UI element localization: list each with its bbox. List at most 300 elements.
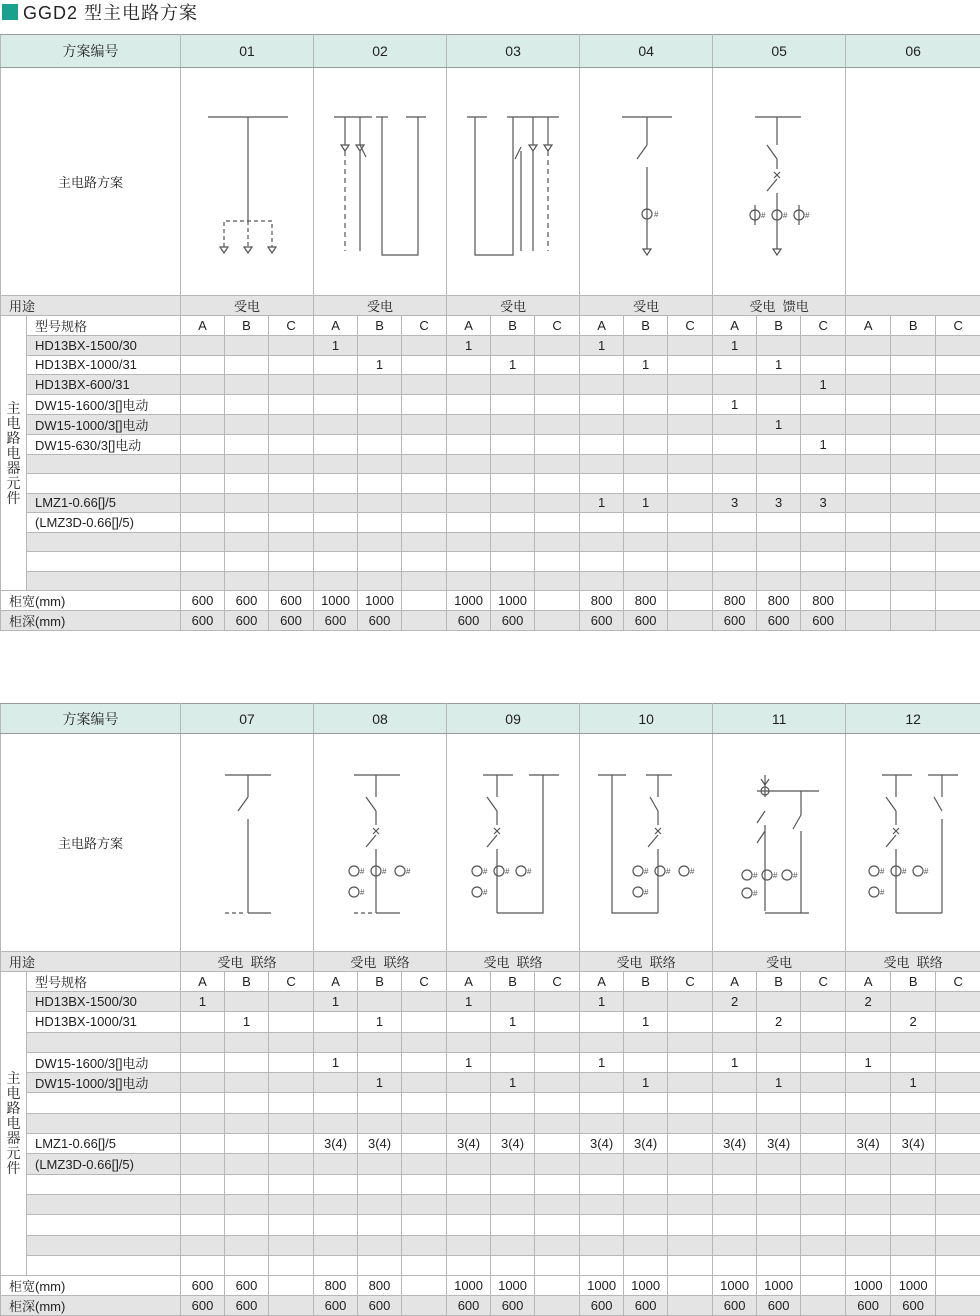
component-qty xyxy=(846,1073,891,1093)
component-qty xyxy=(801,1073,846,1093)
page-title xyxy=(2,0,198,24)
component-qty xyxy=(757,1235,801,1255)
component-qty xyxy=(491,336,535,356)
component-qty xyxy=(580,474,624,494)
cabinet-width xyxy=(535,1276,580,1296)
component-name xyxy=(27,1255,181,1275)
component-qty xyxy=(936,493,980,513)
component-qty xyxy=(225,571,269,591)
component-qty xyxy=(491,1174,535,1194)
svg-text:#: # xyxy=(783,211,788,220)
cabinet-width: 1000 xyxy=(757,1276,801,1296)
component-qty xyxy=(891,532,936,552)
component-qty xyxy=(535,1073,580,1093)
component-qty xyxy=(757,1194,801,1214)
component-qty xyxy=(846,1255,891,1275)
component-qty: 1 xyxy=(181,992,225,1012)
component-qty: 1 xyxy=(624,1012,668,1032)
component-qty xyxy=(936,355,980,375)
scheme-number-row xyxy=(1,704,980,734)
component-qty xyxy=(358,1194,402,1214)
component-qty xyxy=(801,992,846,1012)
component-qty: 1 xyxy=(447,992,491,1012)
circuit-diagram-graphic xyxy=(181,735,314,951)
component-qty xyxy=(447,513,491,533)
component-qty xyxy=(936,1012,980,1032)
component-qty xyxy=(801,1134,846,1154)
component-qty xyxy=(936,1194,980,1214)
component-qty xyxy=(936,394,980,414)
component-qty xyxy=(757,375,801,395)
scheme-number: 09 xyxy=(447,704,580,734)
component-qty: 1 xyxy=(801,375,846,395)
component-qty xyxy=(535,1255,580,1275)
component-qty xyxy=(846,375,891,395)
component-qty: 1 xyxy=(358,1012,402,1032)
component-row xyxy=(1,571,980,591)
component-qty xyxy=(402,355,447,375)
component-qty: 1 xyxy=(713,394,757,414)
spec-header-row xyxy=(1,972,980,992)
diagram-row xyxy=(1,734,980,952)
phase-label: C xyxy=(936,316,980,336)
component-qty xyxy=(535,434,580,454)
component-qty: 3(4) xyxy=(713,1134,757,1154)
component-qty xyxy=(891,1194,936,1214)
cabinet-width: 1000 xyxy=(447,1276,491,1296)
component-qty xyxy=(668,1215,713,1235)
component-qty: 1 xyxy=(447,336,491,356)
component-qty: 1 xyxy=(225,1012,269,1032)
circuit-diagram xyxy=(846,68,980,296)
component-qty xyxy=(535,1215,580,1235)
component-qty xyxy=(181,1012,225,1032)
component-qty xyxy=(668,992,713,1012)
cabinet-depth: 600 xyxy=(801,611,846,631)
component-qty xyxy=(358,474,402,494)
component-qty xyxy=(891,513,936,533)
component-qty: 1 xyxy=(314,992,358,1012)
component-qty xyxy=(891,414,936,434)
component-qty xyxy=(891,571,936,591)
component-qty xyxy=(757,1052,801,1072)
component-name xyxy=(27,474,181,494)
component-qty xyxy=(269,1154,314,1174)
component-qty xyxy=(624,1194,668,1214)
component-qty: 2 xyxy=(846,992,891,1012)
component-qty xyxy=(936,336,980,356)
component-qty xyxy=(225,414,269,434)
component-qty xyxy=(181,1052,225,1072)
component-qty: 1 xyxy=(491,355,535,375)
component-qty xyxy=(713,1032,757,1052)
component-qty xyxy=(936,375,980,395)
svg-text:#: # xyxy=(880,888,885,897)
phase-label: B xyxy=(757,316,801,336)
component-qty: 1 xyxy=(580,1052,624,1072)
cabinet-width xyxy=(936,1276,980,1296)
component-qty xyxy=(447,414,491,434)
component-qty xyxy=(535,1052,580,1072)
component-qty xyxy=(181,1235,225,1255)
component-qty xyxy=(936,992,980,1012)
circuit-diagram xyxy=(181,734,314,952)
component-row xyxy=(1,1032,980,1052)
component-qty xyxy=(757,552,801,572)
phase-label: B xyxy=(891,972,936,992)
component-qty xyxy=(447,552,491,572)
component-qty xyxy=(668,1012,713,1032)
component-qty xyxy=(891,454,936,474)
cabinet-depth: 600 xyxy=(846,1296,891,1316)
component-qty xyxy=(402,532,447,552)
component-qty xyxy=(225,992,269,1012)
usage-row xyxy=(1,296,980,316)
component-row xyxy=(1,552,980,572)
component-qty xyxy=(580,1073,624,1093)
component-qty xyxy=(535,992,580,1012)
circuit-diagram xyxy=(314,734,447,952)
component-qty xyxy=(447,375,491,395)
component-qty xyxy=(181,1255,225,1275)
component-qty xyxy=(757,1154,801,1174)
usage-value xyxy=(846,296,980,316)
component-qty xyxy=(757,1093,801,1113)
cabinet-depth: 600 xyxy=(181,611,225,631)
phase-label: C xyxy=(936,972,980,992)
component-row xyxy=(1,1012,980,1032)
component-qty: 2 xyxy=(891,1012,936,1032)
component-qty xyxy=(936,1134,980,1154)
component-qty: 3(4) xyxy=(358,1134,402,1154)
component-qty xyxy=(447,1215,491,1235)
component-qty xyxy=(225,1154,269,1174)
component-qty xyxy=(846,1235,891,1255)
component-qty xyxy=(402,571,447,591)
component-qty xyxy=(624,474,668,494)
component-qty xyxy=(491,414,535,434)
cabinet-width: 800 xyxy=(580,591,624,611)
component-qty xyxy=(668,1032,713,1052)
cabinet-width: 600 xyxy=(181,591,225,611)
component-qty xyxy=(225,1113,269,1133)
cabinet-depth: 600 xyxy=(757,611,801,631)
component-qty xyxy=(535,394,580,414)
circuit-diagram xyxy=(181,68,314,296)
component-qty xyxy=(491,1113,535,1133)
component-qty xyxy=(757,1215,801,1235)
cabinet-width: 600 xyxy=(181,1276,225,1296)
usage-value: 受电 xyxy=(447,296,580,316)
component-name xyxy=(27,454,181,474)
cabinet-depth: 600 xyxy=(624,611,668,631)
component-qty xyxy=(447,1073,491,1093)
component-qty: 3(4) xyxy=(447,1134,491,1154)
component-row xyxy=(1,1073,980,1093)
component-qty xyxy=(181,414,225,434)
phase-label: A xyxy=(846,316,891,336)
component-qty xyxy=(447,454,491,474)
component-qty xyxy=(713,1012,757,1032)
component-qty xyxy=(447,1113,491,1133)
circuit-diagram-graphic xyxy=(713,735,846,951)
component-qty xyxy=(757,1174,801,1194)
component-qty xyxy=(447,1012,491,1032)
component-qty xyxy=(225,454,269,474)
component-qty xyxy=(491,434,535,454)
component-qty xyxy=(713,571,757,591)
component-qty xyxy=(314,1032,358,1052)
cabinet-depth: 600 xyxy=(181,1296,225,1316)
spec-header-label: 型号规格 xyxy=(27,316,181,336)
circuit-diagram xyxy=(713,734,846,952)
component-qty xyxy=(269,513,314,533)
component-row xyxy=(1,1093,980,1113)
component-qty xyxy=(181,1174,225,1194)
component-qty xyxy=(936,434,980,454)
component-qty xyxy=(402,375,447,395)
component-qty xyxy=(314,1235,358,1255)
phase-label: B xyxy=(491,972,535,992)
component-qty xyxy=(402,454,447,474)
component-qty xyxy=(801,513,846,533)
scheme-number: 11 xyxy=(713,704,846,734)
component-qty xyxy=(757,454,801,474)
component-qty: 1 xyxy=(713,336,757,356)
component-qty xyxy=(668,434,713,454)
component-qty xyxy=(801,1052,846,1072)
cabinet-depth: 600 xyxy=(491,611,535,631)
component-qty xyxy=(314,1113,358,1133)
component-qty xyxy=(936,513,980,533)
component-qty xyxy=(358,434,402,454)
component-qty xyxy=(402,1012,447,1032)
component-qty xyxy=(936,474,980,494)
component-qty xyxy=(668,1073,713,1093)
component-row xyxy=(1,1052,980,1072)
component-qty xyxy=(402,1215,447,1235)
scheme-number: 05 xyxy=(713,35,846,68)
component-qty xyxy=(447,1255,491,1275)
component-qty xyxy=(225,1052,269,1072)
component-qty xyxy=(891,1174,936,1194)
component-qty xyxy=(891,552,936,572)
cabinet-width xyxy=(801,1276,846,1296)
component-qty xyxy=(846,1194,891,1214)
phase-label: B xyxy=(225,316,269,336)
cabinet-width: 800 xyxy=(757,591,801,611)
component-qty xyxy=(269,454,314,474)
component-qty xyxy=(491,454,535,474)
cabinet-depth xyxy=(402,1296,447,1316)
component-qty xyxy=(358,513,402,533)
component-qty xyxy=(580,571,624,591)
svg-text:#: # xyxy=(505,867,510,876)
component-qty xyxy=(491,1215,535,1235)
component-qty xyxy=(269,1052,314,1072)
depth-row xyxy=(1,611,980,631)
usage-row xyxy=(1,952,980,972)
circuit-diagram-graphic xyxy=(580,735,713,951)
component-qty xyxy=(225,434,269,454)
component-qty xyxy=(358,552,402,572)
circuit-diagram xyxy=(314,68,447,296)
component-row xyxy=(1,1235,980,1255)
spec-header-row xyxy=(1,316,980,336)
component-qty xyxy=(535,1235,580,1255)
component-qty xyxy=(314,375,358,395)
component-name xyxy=(27,1194,181,1214)
component-qty xyxy=(447,571,491,591)
component-qty xyxy=(846,513,891,533)
component-qty xyxy=(846,1093,891,1113)
component-qty: 2 xyxy=(713,992,757,1012)
component-qty xyxy=(624,375,668,395)
component-qty xyxy=(936,1215,980,1235)
component-qty xyxy=(801,532,846,552)
component-name: HD13BX-600/31 xyxy=(27,375,181,395)
component-qty xyxy=(846,454,891,474)
phase-label: A xyxy=(447,972,491,992)
component-qty xyxy=(891,394,936,414)
component-qty xyxy=(535,1134,580,1154)
component-qty xyxy=(713,1215,757,1235)
cabinet-depth xyxy=(535,611,580,631)
component-qty xyxy=(668,1052,713,1072)
phase-label: B xyxy=(891,316,936,336)
component-qty xyxy=(580,1235,624,1255)
cabinet-depth: 600 xyxy=(891,1296,936,1316)
component-qty xyxy=(491,571,535,591)
component-qty xyxy=(580,1113,624,1133)
usage-value: 受电 馈电 xyxy=(713,296,846,316)
component-qty: 1 xyxy=(491,1012,535,1032)
component-qty xyxy=(535,513,580,533)
component-qty xyxy=(491,532,535,552)
component-qty: 2 xyxy=(757,1012,801,1032)
component-qty xyxy=(447,493,491,513)
scheme-number-header: 方案编号 xyxy=(1,35,181,68)
component-name: (LMZ3D-0.66[]/5) xyxy=(27,513,181,533)
cabinet-depth: 600 xyxy=(491,1296,535,1316)
component-qty xyxy=(181,434,225,454)
component-qty xyxy=(402,1154,447,1174)
cabinet-depth: 600 xyxy=(358,611,402,631)
component-qty xyxy=(491,474,535,494)
page-title-text: GGD2 型主电路方案 xyxy=(23,0,198,25)
component-qty xyxy=(713,434,757,454)
component-qty xyxy=(181,1073,225,1093)
cabinet-depth: 600 xyxy=(225,1296,269,1316)
component-qty xyxy=(402,1255,447,1275)
component-qty xyxy=(580,1032,624,1052)
cabinet-width xyxy=(402,1276,447,1296)
component-qty xyxy=(668,571,713,591)
cabinet-width xyxy=(402,591,447,611)
component-qty xyxy=(801,1215,846,1235)
component-qty: 1 xyxy=(580,336,624,356)
svg-text:#: # xyxy=(761,211,766,220)
cabinet-depth: 600 xyxy=(269,611,314,631)
component-qty xyxy=(801,355,846,375)
component-qty xyxy=(668,454,713,474)
circuit-diagram xyxy=(580,734,713,952)
component-row xyxy=(1,474,980,494)
phase-label: B xyxy=(358,316,402,336)
component-qty xyxy=(402,414,447,434)
cabinet-width: 1000 xyxy=(314,591,358,611)
component-qty xyxy=(269,1194,314,1214)
component-qty: 3(4) xyxy=(846,1134,891,1154)
component-qty: 1 xyxy=(624,1073,668,1093)
component-qty xyxy=(269,1073,314,1093)
component-qty xyxy=(269,552,314,572)
component-qty xyxy=(757,394,801,414)
component-qty xyxy=(402,493,447,513)
component-qty: 3 xyxy=(801,493,846,513)
cabinet-width: 1000 xyxy=(624,1276,668,1296)
component-qty xyxy=(891,1113,936,1133)
svg-text:#: # xyxy=(644,867,649,876)
scheme-number: 02 xyxy=(314,35,447,68)
component-qty xyxy=(535,1012,580,1032)
component-qty xyxy=(757,513,801,533)
component-qty xyxy=(580,1194,624,1214)
cabinet-width xyxy=(846,591,891,611)
cabinet-width: 1000 xyxy=(580,1276,624,1296)
component-qty xyxy=(624,532,668,552)
cabinet-depth xyxy=(801,1296,846,1316)
component-qty xyxy=(624,336,668,356)
component-name: DW15-1600/3[]电动 xyxy=(27,394,181,414)
component-name xyxy=(27,552,181,572)
component-qty xyxy=(535,336,580,356)
component-qty xyxy=(491,992,535,1012)
cabinet-width xyxy=(668,591,713,611)
component-qty xyxy=(225,1134,269,1154)
component-row xyxy=(1,414,980,434)
scheme-table-1 xyxy=(0,34,980,631)
component-qty xyxy=(535,571,580,591)
component-qty xyxy=(181,1215,225,1235)
component-qty: 1 xyxy=(358,355,402,375)
component-qty xyxy=(713,1255,757,1275)
component-qty xyxy=(624,434,668,454)
usage-value: 受电 联络 xyxy=(447,952,580,972)
component-qty xyxy=(713,474,757,494)
component-qty xyxy=(624,1215,668,1235)
component-qty xyxy=(757,532,801,552)
component-qty xyxy=(580,1012,624,1032)
component-qty: 1 xyxy=(757,355,801,375)
component-qty xyxy=(491,1255,535,1275)
component-qty xyxy=(181,1154,225,1174)
component-qty xyxy=(402,992,447,1012)
component-qty xyxy=(580,1174,624,1194)
svg-text:#: # xyxy=(690,867,695,876)
component-qty xyxy=(402,1134,447,1154)
component-qty xyxy=(580,375,624,395)
svg-text:#: # xyxy=(753,889,758,898)
phase-label: C xyxy=(269,972,314,992)
component-qty xyxy=(757,1032,801,1052)
component-qty xyxy=(891,992,936,1012)
phase-label: B xyxy=(757,972,801,992)
diagram-label: 主电路方案 xyxy=(1,734,181,952)
component-qty xyxy=(181,375,225,395)
component-qty xyxy=(225,1073,269,1093)
scheme-number-header: 方案编号 xyxy=(1,704,181,734)
